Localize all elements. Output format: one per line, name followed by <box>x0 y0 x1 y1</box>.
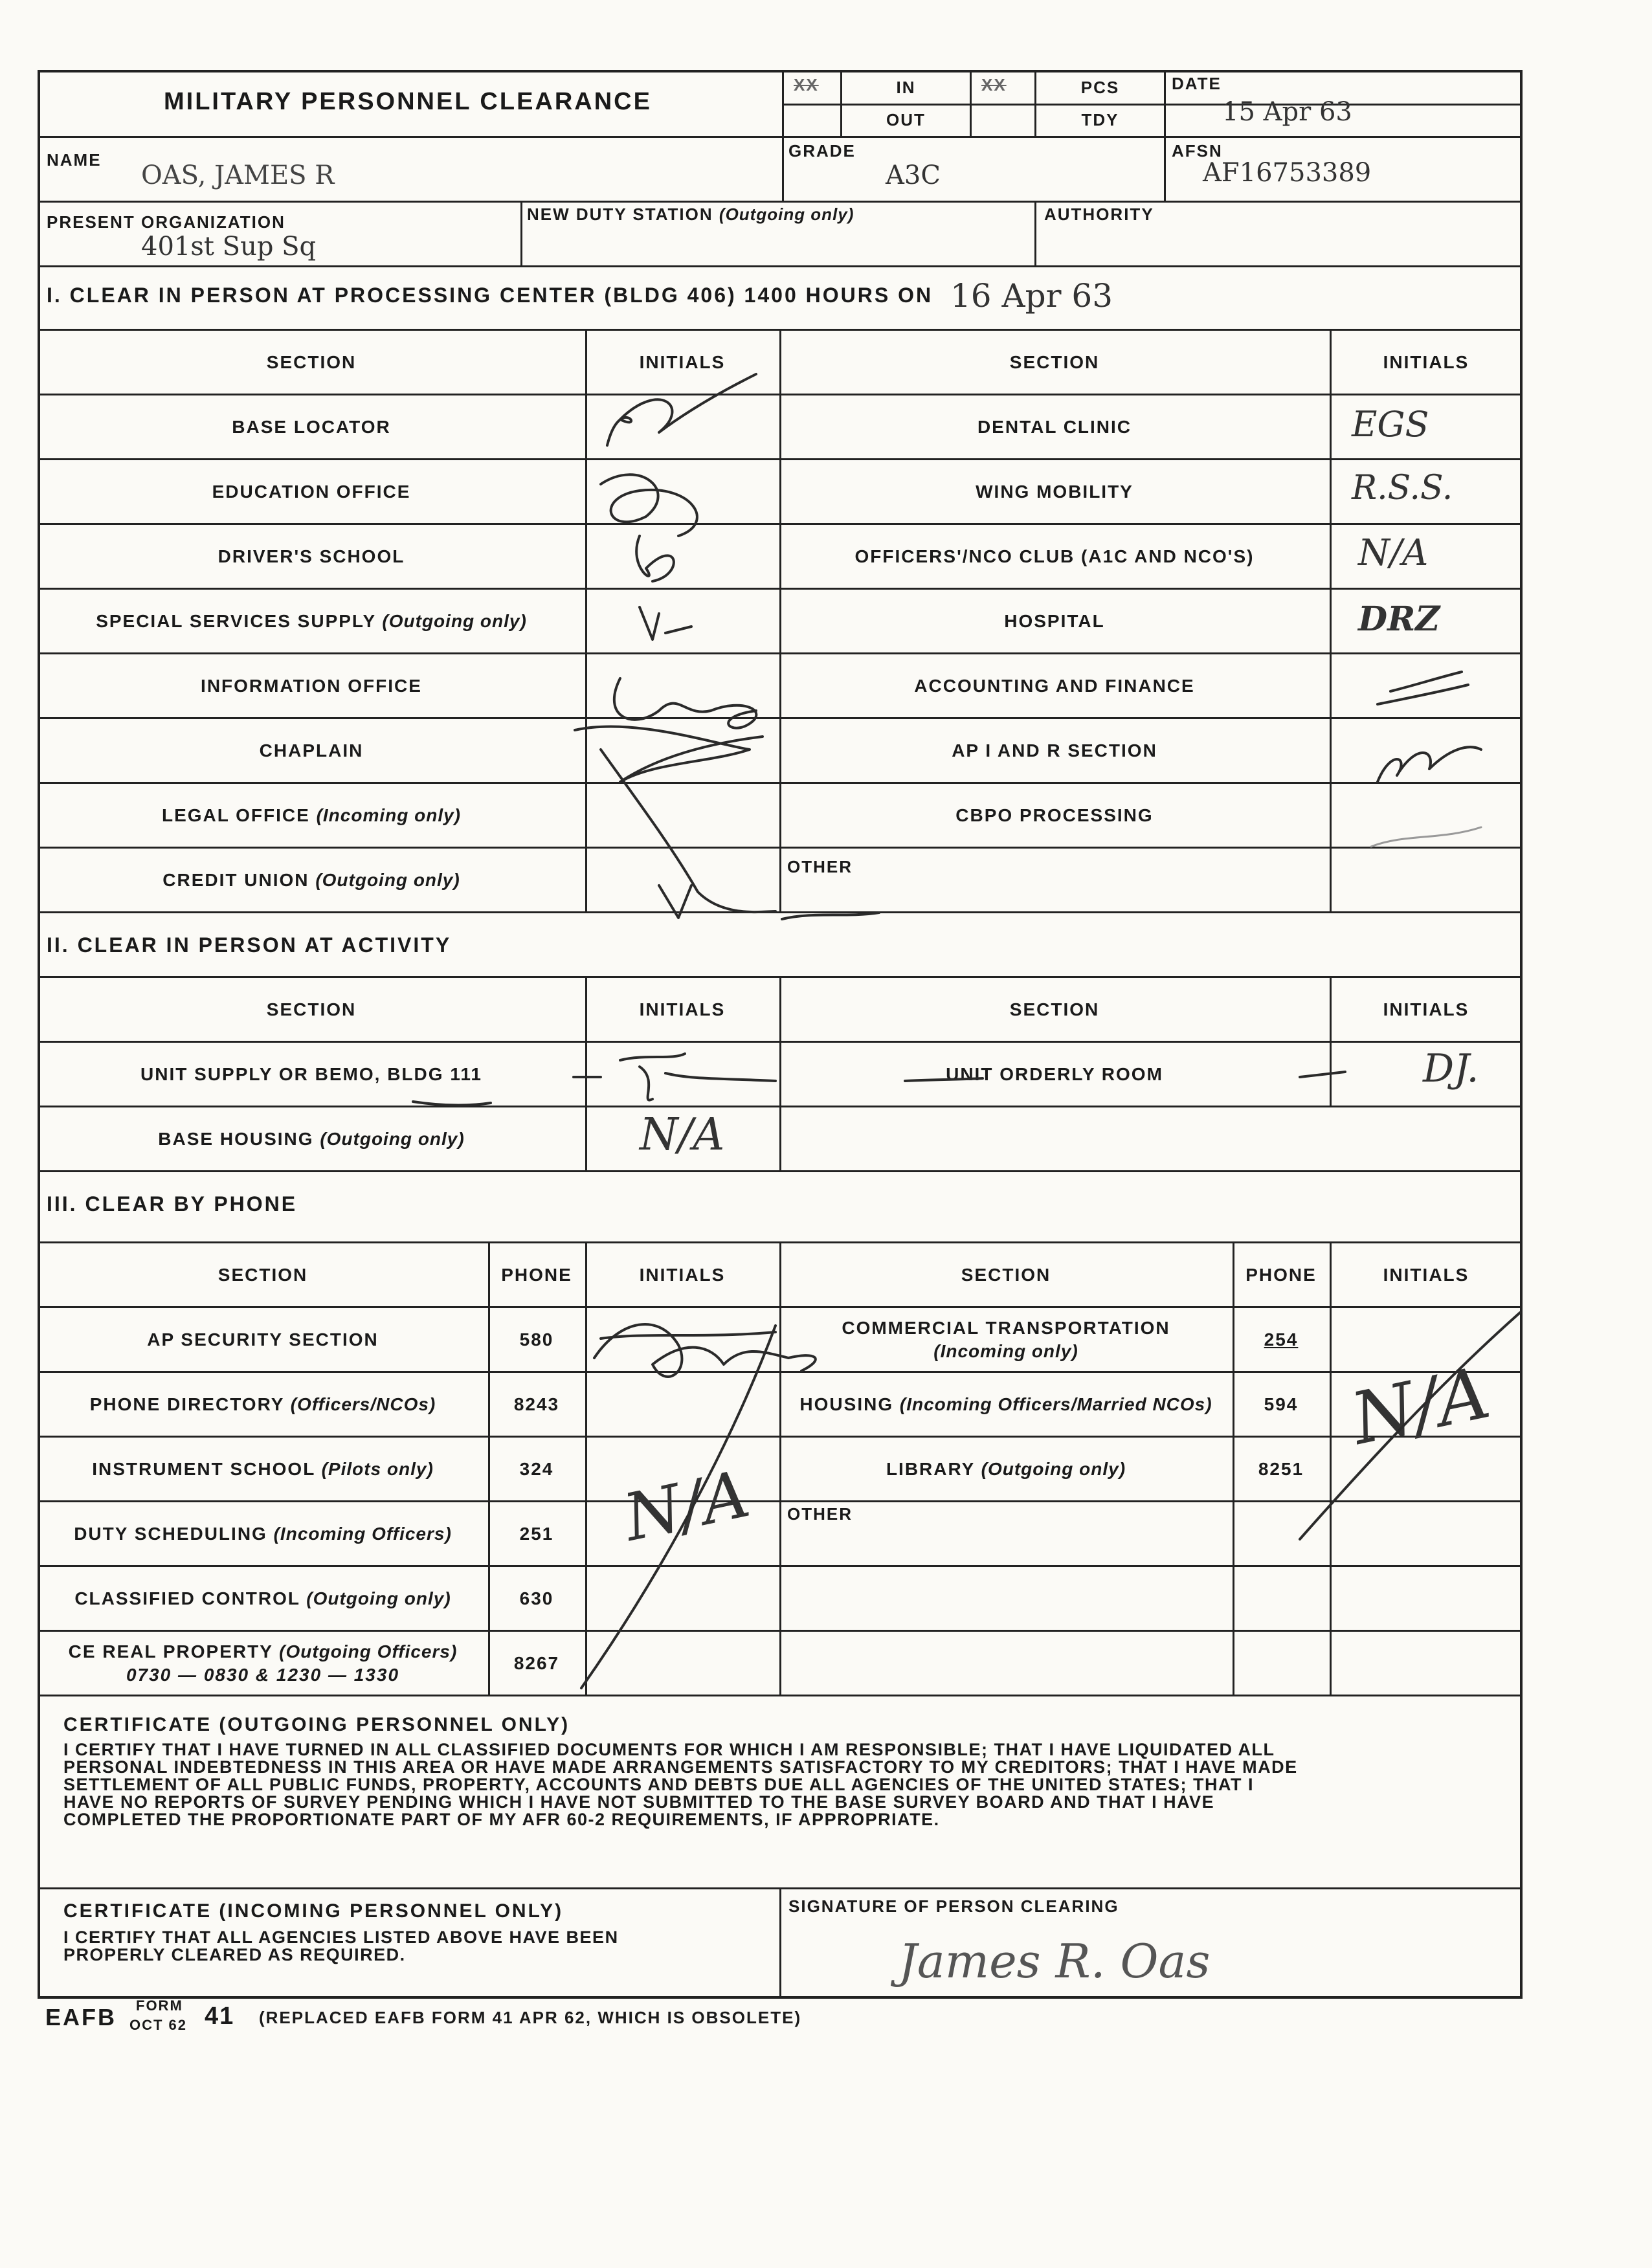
section1-heading: I. CLEAR IN PERSON AT PROCESSING CENTER (BLDG 406) 1400 HOURS ON <box>47 284 933 307</box>
s3-row-housing: HOUSING (Incoming Officers/Married NCOs) <box>799 1394 1212 1414</box>
s3-row-duty-scheduling: DUTY SCHEDULING (Incoming Officers) <box>74 1524 452 1544</box>
org-label: PRESENT ORGANIZATION <box>47 212 285 232</box>
s1-row-accounting-finance: ACCOUNTING AND FINANCE <box>914 676 1195 696</box>
s3-right-na: N/A <box>1345 1351 1497 1461</box>
s1-row-special-services: SPECIAL SERVICES SUPPLY (Outgoing only) <box>96 611 527 631</box>
s3-row-commercial-transportation-note: (Incoming only) <box>933 1341 1078 1361</box>
s1-initials-wing: R.S.S. <box>1352 469 1453 507</box>
s2-right-initials-header: INITIALS <box>1383 999 1469 1019</box>
s3-phone-instrument: 324 <box>519 1459 554 1479</box>
s3-phone-duty: 251 <box>519 1524 554 1544</box>
s2-row-unit-orderly-room: UNIT ORDERLY ROOM <box>946 1064 1163 1084</box>
s1-row-chaplain: CHAPLAIN <box>259 740 364 761</box>
s3-row-classified-control: CLASSIFIED CONTROL (Outgoing only) <box>74 1588 451 1608</box>
s1-row-ap-i-and-r: AP I AND R SECTION <box>952 740 1157 761</box>
s3-right-section-header: SECTION <box>961 1265 1051 1285</box>
s3-left-phone-header: PHONE <box>501 1265 572 1285</box>
s1-right-section-header: SECTION <box>1009 352 1100 372</box>
s2-right-section-header: SECTION <box>1009 999 1100 1019</box>
s3-phone-library: 8251 <box>1258 1459 1304 1479</box>
section1-date: 16 Apr 63 <box>950 277 1113 315</box>
s1-left-initials-header: INITIALS <box>639 352 726 372</box>
s3-left-initials-header: INITIALS <box>639 1265 726 1285</box>
s1-row-information-office: INFORMATION OFFICE <box>201 676 422 696</box>
name-label: NAME <box>47 150 102 170</box>
s1-other-label: OTHER <box>787 857 853 876</box>
s3-left-section-header: SECTION <box>218 1265 308 1285</box>
pcs-label: PCS <box>1080 78 1120 97</box>
cert-incoming-title: CERTIFICATE (INCOMING PERSONNEL ONLY) <box>63 1900 564 1922</box>
s2-left-section-header: SECTION <box>266 999 357 1019</box>
grade-label: GRADE <box>788 141 856 161</box>
s1-initials-hospital: DRZ <box>1358 599 1440 639</box>
s3-phone-directory: 8243 <box>513 1394 560 1414</box>
s2-row-unit-supply: UNIT SUPPLY OR BEMO, BLDG 111 <box>140 1064 482 1084</box>
date-value: 15 Apr 63 <box>1222 97 1352 127</box>
signature-label: SIGNATURE OF PERSON CLEARING <box>788 1896 1119 1916</box>
s2-row-base-housing: BASE HOUSING (Outgoing only) <box>158 1129 465 1149</box>
signature-value: James R. Oas <box>899 1934 1211 1988</box>
s3-right-initials-header: INITIALS <box>1383 1265 1469 1285</box>
authority-label: AUTHORITY <box>1044 205 1154 224</box>
s3-row-commercial-transportation: COMMERCIAL TRANSPORTATION <box>842 1318 1170 1338</box>
cert-outgoing-title: CERTIFICATE (OUTGOING PERSONNEL ONLY) <box>63 1714 570 1735</box>
section3-heading: III. CLEAR BY PHONE <box>47 1192 298 1216</box>
s1-initials-club: N/A <box>1358 532 1429 574</box>
s3-row-library: LIBRARY (Outgoing only) <box>886 1459 1126 1479</box>
s1-initials-dental: EGS <box>1352 404 1429 445</box>
s2-initials-housing: N/A <box>640 1109 725 1161</box>
s1-row-credit-union: CREDIT UNION (Outgoing only) <box>162 870 460 890</box>
in-label: IN <box>896 78 916 97</box>
s2-initials-orderly: DJ. <box>1423 1046 1479 1091</box>
s1-row-hospital: HOSPITAL <box>1004 611 1105 631</box>
s3-phone-commercial: 254 <box>1264 1329 1299 1350</box>
tdy-label: TDY <box>1081 110 1119 129</box>
s1-row-education-office: EDUCATION OFFICE <box>212 482 411 502</box>
name-value: OAS, JAMES R <box>141 161 335 190</box>
s1-left-section-header: SECTION <box>266 352 357 372</box>
footer-form-number: 41 <box>205 2003 235 2030</box>
s1-right-initials-header: INITIALS <box>1383 352 1469 372</box>
clearance-form <box>38 70 1523 1999</box>
cert-outgoing-text: I CERTIFY THAT I HAVE TURNED IN ALL CLASSIFIED DOCUMENTS FOR WHICH I AM RESPONSIBLE; THAT I HAVE LIQUIDATED ALL PERSONAL INDEBTEDNESS IN THIS AREA OR HAVE MADE ARRANGEMENTS SATISFACTORY TO MY CREDITORS; THAT I HAVE MADE SETTLEMENT OF ALL PUBLIC FUNDS, PROPERTY, ACCOUNTS AND DEBTS DUE ALL AGENCIES OF THE UNITED STATES; THAT I HAVE NO REPORTS OF SURVEY PENDING WHICH I HAVE NOT SUBMITTED TO THE BASE SURVEY BOARD AND THAT I HAVE COMPLETED THE PROPORTIONATE PART OF MY AFR 60-2 REQUIREMENTS, IF APPROPRIATE. <box>63 1740 1298 1829</box>
section2-heading: II. CLEAR IN PERSON AT ACTIVITY <box>47 933 452 957</box>
s3-right-phone-header: PHONE <box>1245 1265 1317 1285</box>
s1-row-officers-club: OFFICERS'/NCO CLUB (A1C AND NCO'S) <box>854 546 1255 566</box>
afsn-label: AFSN <box>1172 141 1223 161</box>
s1-row-cbpo-processing: CBPO PROCESSING <box>955 805 1154 825</box>
s1-row-dental-clinic: DENTAL CLINIC <box>977 417 1132 437</box>
footer-replaced-note: (REPLACED EAFB FORM 41 APR 62, WHICH IS OBSOLETE) <box>259 2008 802 2027</box>
s3-row-ce-real-property-hours: 0730 — 0830 & 1230 — 1330 <box>126 1665 400 1685</box>
s1-row-wing-mobility: WING MOBILITY <box>976 482 1133 502</box>
form-title: MILITARY PERSONNEL CLEARANCE <box>164 88 652 115</box>
date-label: DATE <box>1172 74 1222 93</box>
s3-row-instrument-school: INSTRUMENT SCHOOL (Pilots only) <box>92 1459 434 1479</box>
in-tdy-mark: XX <box>981 75 1007 94</box>
s3-row-ce-real-property: CE REAL PROPERTY (Outgoing Officers) <box>68 1641 458 1662</box>
footer-org: EAFB <box>45 2004 117 2030</box>
out-label: OUT <box>886 110 926 129</box>
s3-phone-housing: 594 <box>1264 1394 1299 1414</box>
new-duty-label: NEW DUTY STATION (Outgoing only) <box>527 205 854 224</box>
afsn-value: AF16753389 <box>1203 158 1372 188</box>
s3-phone-classified: 630 <box>519 1588 554 1608</box>
s3-row-phone-directory: PHONE DIRECTORY (Officers/NCOs) <box>89 1394 436 1414</box>
footer-form-label: FORM <box>136 1997 183 2014</box>
s1-row-drivers-school: DRIVER'S SCHOOL <box>218 546 405 566</box>
s3-other-label: OTHER <box>787 1504 853 1524</box>
s2-left-initials-header: INITIALS <box>639 999 726 1019</box>
s3-phone-ap-security: 580 <box>519 1329 554 1350</box>
grade-value: A3C <box>886 161 941 190</box>
s3-left-na: N/A <box>617 1456 756 1556</box>
in-pcs-mark: XX <box>794 75 819 94</box>
s1-row-legal-office: LEGAL OFFICE (Incoming only) <box>161 805 462 825</box>
s3-row-ap-security: AP SECURITY SECTION <box>147 1329 379 1350</box>
cert-incoming-text: I CERTIFY THAT ALL AGENCIES LISTED ABOVE HAVE BEEN PROPERLY CLEARED AS REQUIRED. <box>63 1928 619 1964</box>
s1-row-base-locator: BASE LOCATOR <box>232 417 391 437</box>
s3-phone-ce-real-property: 8267 <box>513 1653 560 1673</box>
org-value: 401st Sup Sq <box>141 232 317 261</box>
footer-form-date: OCT 62 <box>129 2017 188 2033</box>
